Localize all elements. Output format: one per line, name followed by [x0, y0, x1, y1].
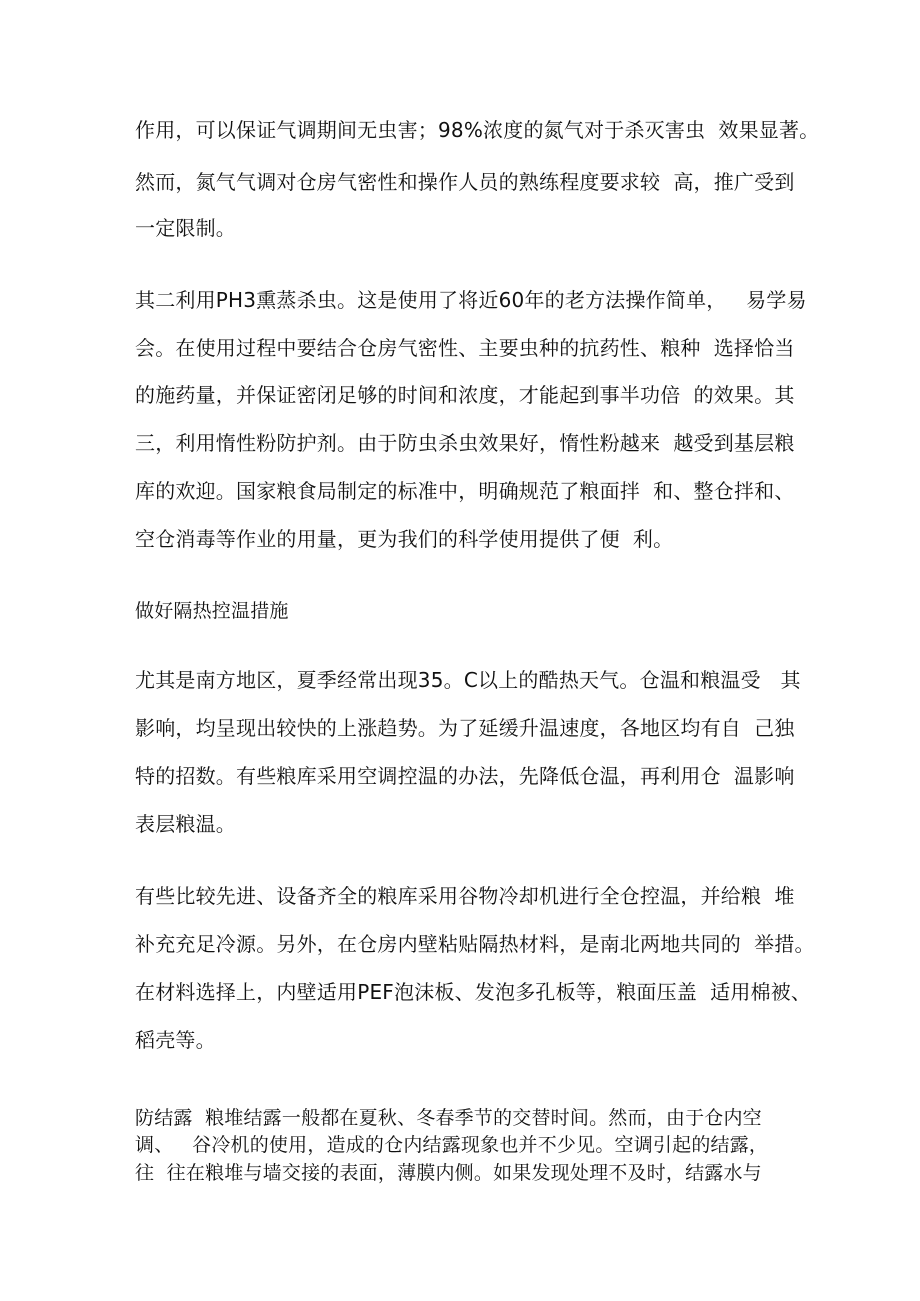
section-heading: 做好隔热控温措施: [135, 600, 289, 622]
paragraph-3-line-1: 尤其是南方地区，夏季经常出现35。C以上的酷热天气。仓温和粮温受 其: [135, 668, 801, 692]
paragraph-4-line-4: 稻壳等。: [135, 1028, 216, 1052]
paragraph-4-line-2: 补充充足冷源。另外，在仓房内壁粘贴隔热材料，是南北两地共同的 举措。: [135, 932, 815, 956]
paragraph-1-line-1: 作用，可以保证气调期间无虫害；98%浓度的氮气对于杀灭害虫 效果显著。: [135, 118, 820, 142]
paragraph-2-line-2: 会。在使用过程中要结合仓房气密性、主要虫种的抗药性、粮种 选择恰当: [135, 336, 795, 360]
paragraph-2-line-1: 其二利用PH3熏蒸杀虫。这是使用了将近60年的老方法操作简单， 易学易: [135, 288, 807, 312]
paragraph-4-line-1: 有些比较先进、设备齐全的粮库采用谷物冷却机进行全仓控温，并给粮 堆: [135, 884, 795, 908]
paragraph-5-line-1: 防结露 粮堆结露一般都在夏秋、冬春季节的交替时间。然而，由于仓内空: [135, 1107, 762, 1129]
paragraph-2-line-3: 的施药量，并保证密闭足够的时间和浓度，才能起到事半功倍 的效果。其: [135, 383, 795, 407]
paragraph-3-line-3: 特的招数。有些粮库采用空调控温的办法，先降低仓温，再利用仓 温影响: [135, 764, 795, 788]
paragraph-2-line-5: 库的欢迎。国家粮食局制定的标准中，明确规范了粮面拌 和、整仓拌和、: [135, 479, 795, 503]
paragraph-4-line-3: 在材料选择上，内壁适用PEF泡沫板、发泡多孔板等，粮面压盖 适用棉被、: [135, 980, 812, 1004]
paragraph-2-line-6: 空仓消毒等作业的用量，更为我们的科学使用提供了便 利。: [135, 527, 674, 551]
paragraph-5-line-3: 往 往在粮堆与墙交接的表面，薄膜内侧。如果发现处理不及时，结露水与: [135, 1162, 762, 1184]
paragraph-3-line-4: 表层粮温。: [135, 812, 236, 836]
paragraph-3-line-2: 影响，均呈现出较快的上涨趋势。为了延缓升温速度，各地区均有自 己独: [135, 716, 795, 740]
paragraph-1-line-2: 然而，氮气气调对仓房气密性和操作人员的熟练程度要求较 高，推广受到: [135, 170, 795, 194]
paragraph-2-line-4: 三，利用惰性粉防护剂。由于防虫杀虫效果好，惰性粉越来 越受到基层粮: [135, 431, 795, 455]
paragraph-5-line-2: 调、 谷冷机的使用，造成的仓内结露现象也并不少见。空调引起的结露，: [135, 1134, 769, 1156]
paragraph-1-line-3: 一定限制。: [135, 216, 236, 240]
